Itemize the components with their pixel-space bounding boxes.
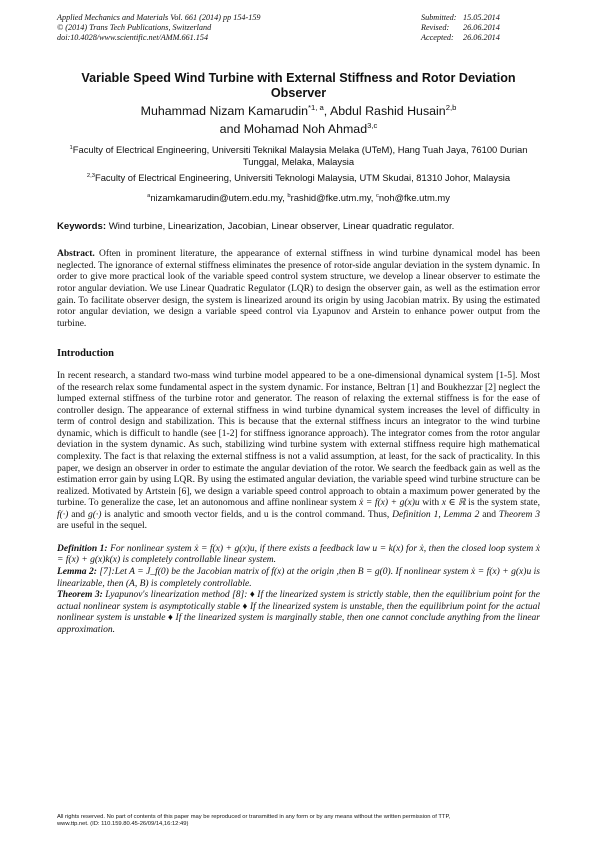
author-1-sup: *1, a: [307, 102, 324, 112]
theorem-3: Theorem 3: Lyapunov's linearization method [8]: ♦ If the linearized system is strictly stable, then the equilibrium point for the actual nonlinear system is asymptotically stable ♦ If the linearized system is unstable, then the equilibrium point for the actual nonlinear system is unstable ♦ If the linearized system is marginally stable, then one cannot conclude anything from the linear approximation.: [57, 590, 540, 635]
paper-title: Variable Speed Wind Turbine with External Stiffness and Rotor Deviation Observer: [81, 71, 516, 100]
lemma-2: Lemma 2: [7]:Let A = J_f(0) be the Jacobian matrix of f(x) at the origin ,then B = g(0). If nonlinear system ẋ = f(x) + g(x)u is linearizable, then (A, B) is completely controllable.: [57, 566, 540, 589]
author-line-1: Muhammad Nizam Kamarudin$^{*1, a}$, Abdul Rashid Husain$^{2,b}$: [140, 102, 457, 118]
revised-date: Revised: 26.06.2014: [421, 23, 500, 33]
email-list: $^a$nizamkamarudin@utem.edu.my, $^b$rashid@fke.utm.my, $^c$noh@fke.utm.my: [147, 191, 450, 203]
ref-theorem-3: Theorem 3: [498, 509, 541, 520]
author-3: Mohamad Noh Ahmad: [243, 121, 368, 136]
email-b[interactable]: rashid@fke.utm.my,: [290, 191, 376, 203]
equation-state: x ∈ ℝ: [441, 498, 466, 509]
author-list: [57, 103, 540, 138]
abstract-text: Often in prominent literature, the appearance of external stiffness in wind turbine dynamical model has been neglected. The ignorance of external stiffness eliminates the presence of rotor-side angular deviation in the system dynamic. In order to give more practical look of the variable speed control system structure, we develop a linear observer to estimate the rotor angular deviation. We use Linear Quadratic Regulator (LQR) to design the observer gain, as well as the estimation error gain. To facilitate observer design, the system is linearized around its origin by using Jacobian matrix. By using the estimated rotor angular deviation, we design a variable speed control via Lyapunov and Arstein to enhance power output from the turbine.: [57, 249, 540, 329]
footer-line-1: All rights reserved. No part of contents of this paper may be reproduced or transmitted in any form or by any means without the written permission of TTP,: [57, 814, 451, 820]
email-c[interactable]: noh@fke.utm.my: [378, 191, 450, 203]
introduction-paragraph: In recent research, a standard two-mass wind turbine model appeared to be a one-dimensional dynamical system [1-5]. Most of the research relax some fundamental aspect in the system dynamic. For instance, Beltran [1] and Boukhezzar [2] neglect the lumped external stiffness of the turbine rotor and generator. The reason of relaxing the external stiffness is for the ease of controller design. The appearance of external stiffness in wind turbine dynamical system increases the level of difficulty in term of control design and stabilization. This is because that the external stiffness incurs an integrator to the wind turbine dynamic, which is difficult to handle (see [1-2] for stiffness ignorance approach). The integrator comes from the rotor angular deviation in the system dynamic. As such, stabilizing wind turbine system with external stiffness require high mathematical complexity. The fact is that relaxing the external stiffness is not a valid assumption, at least, for the sack of practicality. In this paper, we design an observer in order to estimate the angular deviation of the rotor. We search the feedback gain as well as the estimation error gain by using LQR. By using the estimated angular deviation, the variable speed wind turbine structure can be realized. Motivated by Artstein [6], we design a variable speed control approach to obtain a maximum power generated by the turbine. To generalize the case, let an autonomous and affine nonlinear system ẋ = f(x) + g(x)u with x ∈ ℝ is the system state, f(·) and g(·) is analytic and smooth vector fields, and u is the control command. Thus, Definition 1, Lemma 2 and Theorem 3 are useful in the sequel.: [57, 371, 541, 532]
footer-line-2: www.ttp.net. (ID: 110.159.80.45-26/09/14,16:12:49): [57, 821, 189, 828]
keywords: [57, 221, 540, 233]
dates-header: [421, 13, 551, 44]
author-3-sup: 3,c: [367, 120, 378, 130]
paper-body: [57, 71, 540, 636]
definition-1: Definition 1: For nonlinear system ẋ = f(x) + g(x)u, if there exists a feedback law u = k(x) for ẋ, then the closed loop system ẋ = f(x) + g(x)k(x) is completely controllable linear system.: [57, 543, 540, 566]
journal-citation: Applied Mechanics and Materials Vol. 661 (2014) pp 154-159: [57, 13, 261, 22]
keywords-text: Wind turbine, Linearization, Jacobian, Linear observer, Linear quadratic regulator.: [106, 221, 455, 233]
keywords-label: Keywords:: [57, 221, 107, 233]
ref-lemma-2: Lemma 2: [443, 509, 480, 520]
ref-definition-1: Definition 1: [392, 509, 439, 520]
abstract: [57, 249, 540, 330]
author-1: Muhammad Nizam Kamarudin: [140, 104, 308, 118]
definitions-block: [57, 544, 540, 636]
author-2: Abdul Rashid Husain: [329, 104, 446, 118]
journal-header: [57, 13, 387, 44]
submitted-date: Submitted: 15.05.2014: [421, 13, 500, 22]
author-2-sup: 2,b: [445, 102, 457, 112]
abstract-label: Abstract.: [57, 249, 95, 260]
affiliation-2: $^{2,3}$Faculty of Electrical Engineering, Universiti Teknologi Malaysia, UTM Skudai, 81310 Johor, Malaysia: [86, 172, 511, 184]
section-heading-introduction: Introduction: [57, 348, 114, 360]
accepted-date: Accepted: 26.06.2014: [421, 33, 500, 43]
email-a[interactable]: nizamkamarudin@utem.edu.my,: [150, 191, 288, 203]
equation-system: ẋ = f(x) + g(x)u: [359, 498, 420, 509]
affiliation-1: $^1$Faculty of Electrical Engineering, Universiti Teknikal Malaysia Melaka (UTeM), Hang Tuah Jaya, 76100 Durian Tunggal, Melaka, Malaysia: [69, 144, 528, 167]
author-line-2: and Mohamad Noh Ahmad$^{3,c}$: [219, 120, 378, 136]
doi-line: doi:10.4028/www.scientific.net/AMM.661.154: [57, 33, 209, 43]
copyright-line: © (2014) Trans Tech Publications, Switzerland: [57, 23, 212, 33]
copyright-footer: [57, 814, 542, 828]
